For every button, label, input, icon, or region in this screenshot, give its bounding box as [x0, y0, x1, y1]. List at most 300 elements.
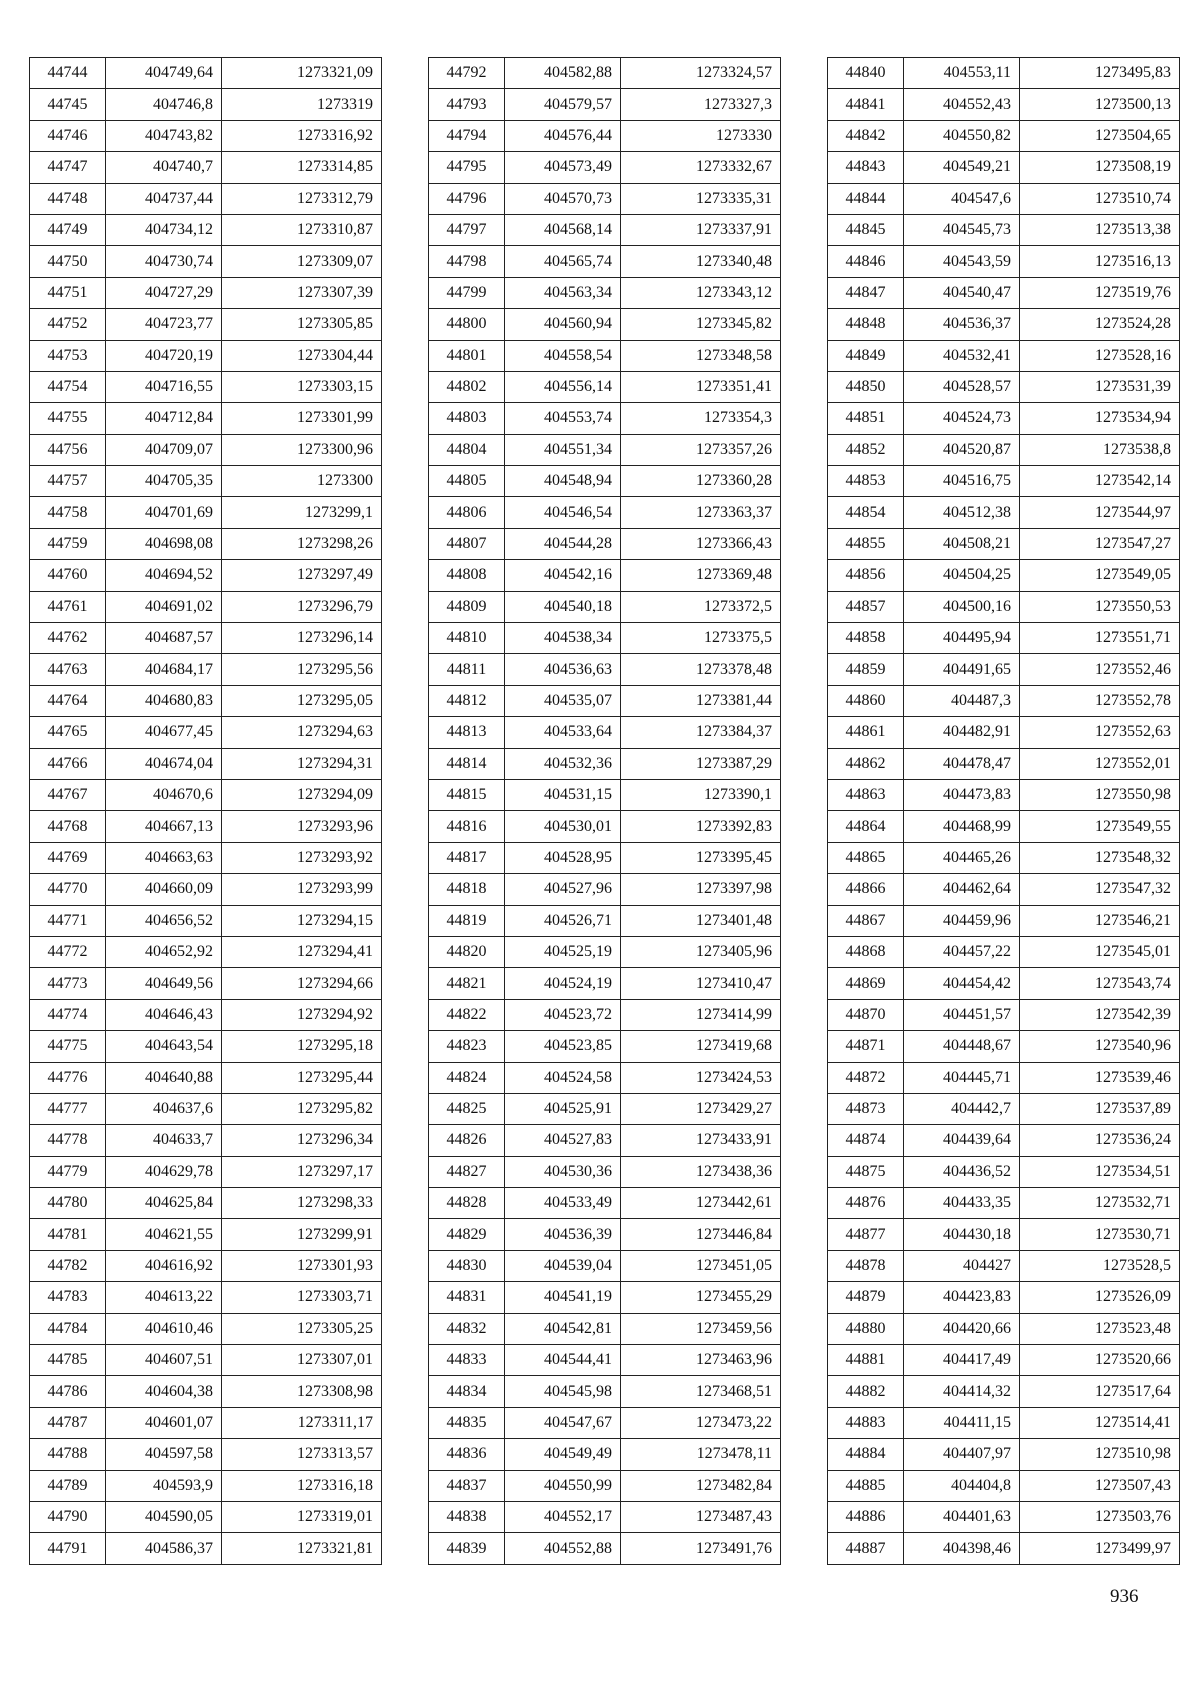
point-number-cell: 44860 [828, 685, 904, 716]
point-number-cell: 44777 [30, 1093, 106, 1124]
table-row [30, 999, 382, 1030]
y-coordinate-cell: 1273387,29 [621, 748, 781, 779]
y-coordinate-cell: 1273523,48 [1020, 1313, 1180, 1344]
x-coordinate-cell: 404540,18 [505, 591, 621, 622]
table-row [30, 1376, 382, 1407]
table-row [30, 779, 382, 810]
point-number-cell: 44802 [429, 371, 505, 402]
point-number-cell: 44819 [429, 905, 505, 936]
y-coordinate-cell: 1273401,48 [621, 905, 781, 936]
point-number-cell: 44780 [30, 1188, 106, 1219]
table-row [828, 560, 1180, 591]
y-coordinate-cell: 1273299,91 [222, 1219, 382, 1250]
x-coordinate-cell: 404586,37 [106, 1533, 222, 1564]
point-number-cell: 44874 [828, 1125, 904, 1156]
table-row [429, 842, 781, 873]
x-coordinate-cell: 404417,49 [904, 1345, 1020, 1376]
point-number-cell: 44804 [429, 434, 505, 465]
point-number-cell: 44754 [30, 371, 106, 402]
x-coordinate-cell: 404570,73 [505, 183, 621, 214]
table-row [828, 58, 1180, 89]
y-coordinate-cell: 1273307,01 [222, 1345, 382, 1376]
x-coordinate-cell: 404579,57 [505, 89, 621, 120]
table-row [30, 89, 382, 120]
point-number-cell: 44791 [30, 1533, 106, 1564]
y-coordinate-cell: 1273552,78 [1020, 685, 1180, 716]
y-coordinate-cell: 1273504,65 [1020, 120, 1180, 151]
x-coordinate-cell: 404545,98 [505, 1376, 621, 1407]
y-coordinate-cell: 1273392,83 [621, 811, 781, 842]
point-number-cell: 44750 [30, 246, 106, 277]
y-coordinate-cell: 1273519,76 [1020, 277, 1180, 308]
point-number-cell: 44887 [828, 1533, 904, 1564]
y-coordinate-cell: 1273321,81 [222, 1533, 382, 1564]
table-row [30, 968, 382, 999]
table-row [429, 654, 781, 685]
point-number-cell: 44757 [30, 466, 106, 497]
y-coordinate-cell: 1273524,28 [1020, 309, 1180, 340]
table-row [429, 1062, 781, 1093]
x-coordinate-cell: 404545,73 [904, 214, 1020, 245]
x-coordinate-cell: 404527,96 [505, 874, 621, 905]
y-coordinate-cell: 1273301,99 [222, 403, 382, 434]
page-number: 936 [1110, 1586, 1139, 1607]
point-number-cell: 44763 [30, 654, 106, 685]
point-number-cell: 44835 [429, 1407, 505, 1438]
table-row [828, 1345, 1180, 1376]
point-number-cell: 44826 [429, 1125, 505, 1156]
x-coordinate-cell: 404433,35 [904, 1188, 1020, 1219]
point-number-cell: 44832 [429, 1313, 505, 1344]
table-row [429, 1313, 781, 1344]
x-coordinate-cell: 404691,02 [106, 591, 222, 622]
x-coordinate-cell: 404560,94 [505, 309, 621, 340]
y-coordinate-cell: 1273363,37 [621, 497, 781, 528]
x-coordinate-cell: 404546,54 [505, 497, 621, 528]
y-coordinate-cell: 1273316,18 [222, 1470, 382, 1501]
table-row [828, 1093, 1180, 1124]
point-number-cell: 44875 [828, 1156, 904, 1187]
table-row [828, 748, 1180, 779]
table-row [828, 1188, 1180, 1219]
x-coordinate-cell: 404698,08 [106, 528, 222, 559]
x-coordinate-cell: 404601,07 [106, 1407, 222, 1438]
point-number-cell: 44810 [429, 623, 505, 654]
point-number-cell: 44794 [429, 120, 505, 151]
x-coordinate-cell: 404730,74 [106, 246, 222, 277]
table-row [828, 1470, 1180, 1501]
x-coordinate-cell: 404597,58 [106, 1439, 222, 1470]
y-coordinate-cell: 1273534,51 [1020, 1156, 1180, 1187]
coordinate-table-body [30, 58, 382, 1565]
table-row [30, 1156, 382, 1187]
y-coordinate-cell: 1273540,96 [1020, 1031, 1180, 1062]
x-coordinate-cell: 404512,38 [904, 497, 1020, 528]
point-number-cell: 44812 [429, 685, 505, 716]
y-coordinate-cell: 1273348,58 [621, 340, 781, 371]
y-coordinate-cell: 1273375,5 [621, 623, 781, 654]
table-row [828, 183, 1180, 214]
x-coordinate-cell: 404454,42 [904, 968, 1020, 999]
point-number-cell: 44808 [429, 560, 505, 591]
x-coordinate-cell: 404544,28 [505, 528, 621, 559]
y-coordinate-cell: 1273304,44 [222, 340, 382, 371]
table-row [30, 246, 382, 277]
table-row [429, 340, 781, 371]
point-number-cell: 44797 [429, 214, 505, 245]
y-coordinate-cell: 1273366,43 [621, 528, 781, 559]
x-coordinate-cell: 404442,7 [904, 1093, 1020, 1124]
point-number-cell: 44789 [30, 1470, 106, 1501]
x-coordinate-cell: 404451,57 [904, 999, 1020, 1030]
point-number-cell: 44755 [30, 403, 106, 434]
point-number-cell: 44758 [30, 497, 106, 528]
point-number-cell: 44806 [429, 497, 505, 528]
x-coordinate-cell: 404457,22 [904, 936, 1020, 967]
point-number-cell: 44768 [30, 811, 106, 842]
y-coordinate-cell: 1273551,71 [1020, 623, 1180, 654]
point-number-cell: 44753 [30, 340, 106, 371]
table-row [828, 246, 1180, 277]
table-row [429, 1219, 781, 1250]
x-coordinate-cell: 404536,37 [904, 309, 1020, 340]
y-coordinate-cell: 1273419,68 [621, 1031, 781, 1062]
y-coordinate-cell: 1273537,89 [1020, 1093, 1180, 1124]
point-number-cell: 44783 [30, 1282, 106, 1313]
x-coordinate-cell: 404473,83 [904, 779, 1020, 810]
y-coordinate-cell: 1273308,98 [222, 1376, 382, 1407]
y-coordinate-cell: 1273542,39 [1020, 999, 1180, 1030]
x-coordinate-cell: 404652,92 [106, 936, 222, 967]
table-row [828, 120, 1180, 151]
y-coordinate-cell: 1273433,91 [621, 1125, 781, 1156]
table-row [30, 842, 382, 873]
x-coordinate-cell: 404740,7 [106, 152, 222, 183]
y-coordinate-cell: 1273424,53 [621, 1062, 781, 1093]
table-row [30, 434, 382, 465]
y-coordinate-cell: 1273296,34 [222, 1125, 382, 1156]
table-row [30, 403, 382, 434]
x-coordinate-cell: 404576,44 [505, 120, 621, 151]
point-number-cell: 44846 [828, 246, 904, 277]
x-coordinate-cell: 404398,46 [904, 1533, 1020, 1564]
point-number-cell: 44762 [30, 623, 106, 654]
y-coordinate-cell: 1273545,01 [1020, 936, 1180, 967]
x-coordinate-cell: 404491,65 [904, 654, 1020, 685]
y-coordinate-cell: 1273293,99 [222, 874, 382, 905]
table-row [30, 1407, 382, 1438]
table-row [828, 403, 1180, 434]
y-coordinate-cell: 1273547,32 [1020, 874, 1180, 905]
y-coordinate-cell: 1273410,47 [621, 968, 781, 999]
point-number-cell: 44785 [30, 1345, 106, 1376]
table-row [30, 277, 382, 308]
x-coordinate-cell: 404544,41 [505, 1345, 621, 1376]
point-number-cell: 44782 [30, 1250, 106, 1281]
point-number-cell: 44852 [828, 434, 904, 465]
x-coordinate-cell: 404550,99 [505, 1470, 621, 1501]
x-coordinate-cell: 404423,83 [904, 1282, 1020, 1313]
point-number-cell: 44820 [429, 936, 505, 967]
table-row [429, 905, 781, 936]
table-row [828, 685, 1180, 716]
point-number-cell: 44767 [30, 779, 106, 810]
point-number-cell: 44855 [828, 528, 904, 559]
y-coordinate-cell: 1273487,43 [621, 1501, 781, 1532]
x-coordinate-cell: 404656,52 [106, 905, 222, 936]
x-coordinate-cell: 404528,57 [904, 371, 1020, 402]
point-number-cell: 44853 [828, 466, 904, 497]
x-coordinate-cell: 404552,88 [505, 1533, 621, 1564]
table-row [429, 434, 781, 465]
table-row [828, 466, 1180, 497]
y-coordinate-cell: 1273538,8 [1020, 434, 1180, 465]
table-row [30, 1470, 382, 1501]
point-number-cell: 44872 [828, 1062, 904, 1093]
y-coordinate-cell: 1273296,79 [222, 591, 382, 622]
x-coordinate-cell: 404551,34 [505, 434, 621, 465]
table-row [828, 340, 1180, 371]
y-coordinate-cell: 1273459,56 [621, 1313, 781, 1344]
point-number-cell: 44748 [30, 183, 106, 214]
x-coordinate-cell: 404465,26 [904, 842, 1020, 873]
point-number-cell: 44827 [429, 1156, 505, 1187]
point-number-cell: 44765 [30, 717, 106, 748]
x-coordinate-cell: 404527,83 [505, 1125, 621, 1156]
point-number-cell: 44868 [828, 936, 904, 967]
point-number-cell: 44775 [30, 1031, 106, 1062]
y-coordinate-cell: 1273337,91 [621, 214, 781, 245]
point-number-cell: 44809 [429, 591, 505, 622]
y-coordinate-cell: 1273295,44 [222, 1062, 382, 1093]
point-number-cell: 44851 [828, 403, 904, 434]
x-coordinate-cell: 404524,58 [505, 1062, 621, 1093]
x-coordinate-cell: 404547,67 [505, 1407, 621, 1438]
table-row [429, 1125, 781, 1156]
y-coordinate-cell: 1273319 [222, 89, 382, 120]
point-number-cell: 44793 [429, 89, 505, 120]
point-number-cell: 44829 [429, 1219, 505, 1250]
table-row [828, 1376, 1180, 1407]
point-number-cell: 44886 [828, 1501, 904, 1532]
y-coordinate-cell: 1273294,31 [222, 748, 382, 779]
table-row [429, 779, 781, 810]
x-coordinate-cell: 404674,04 [106, 748, 222, 779]
table-row [30, 214, 382, 245]
table-row [429, 1250, 781, 1281]
coordinate-table-1 [29, 57, 382, 1565]
table-row [30, 340, 382, 371]
x-coordinate-cell: 404508,21 [904, 528, 1020, 559]
x-coordinate-cell: 404667,13 [106, 811, 222, 842]
table-row [30, 1533, 382, 1564]
table-row [429, 183, 781, 214]
table-row [30, 371, 382, 402]
point-number-cell: 44837 [429, 1470, 505, 1501]
table-row [30, 685, 382, 716]
table-row [828, 1125, 1180, 1156]
x-coordinate-cell: 404552,17 [505, 1501, 621, 1532]
table-row [30, 1031, 382, 1062]
x-coordinate-cell: 404643,54 [106, 1031, 222, 1062]
table-row [429, 1407, 781, 1438]
y-coordinate-cell: 1273539,46 [1020, 1062, 1180, 1093]
y-coordinate-cell: 1273455,29 [621, 1282, 781, 1313]
y-coordinate-cell: 1273397,98 [621, 874, 781, 905]
x-coordinate-cell: 404701,69 [106, 497, 222, 528]
x-coordinate-cell: 404670,6 [106, 779, 222, 810]
x-coordinate-cell: 404549,21 [904, 152, 1020, 183]
x-coordinate-cell: 404607,51 [106, 1345, 222, 1376]
x-coordinate-cell: 404420,66 [904, 1313, 1020, 1344]
x-coordinate-cell: 404495,94 [904, 623, 1020, 654]
x-coordinate-cell: 404604,38 [106, 1376, 222, 1407]
x-coordinate-cell: 404637,6 [106, 1093, 222, 1124]
table-row [30, 1282, 382, 1313]
x-coordinate-cell: 404404,8 [904, 1470, 1020, 1501]
point-number-cell: 44839 [429, 1533, 505, 1564]
point-number-cell: 44849 [828, 340, 904, 371]
y-coordinate-cell: 1273510,74 [1020, 183, 1180, 214]
coordinate-table-body [429, 58, 781, 1565]
y-coordinate-cell: 1273309,07 [222, 246, 382, 277]
y-coordinate-cell: 1273542,14 [1020, 466, 1180, 497]
point-number-cell: 44821 [429, 968, 505, 999]
y-coordinate-cell: 1273516,13 [1020, 246, 1180, 277]
y-coordinate-cell: 1273345,82 [621, 309, 781, 340]
x-coordinate-cell: 404743,82 [106, 120, 222, 151]
point-number-cell: 44805 [429, 466, 505, 497]
coordinate-table-3 [827, 57, 1180, 1565]
table-row [30, 497, 382, 528]
x-coordinate-cell: 404487,3 [904, 685, 1020, 716]
x-coordinate-cell: 404684,17 [106, 654, 222, 685]
table-row [429, 1282, 781, 1313]
x-coordinate-cell: 404536,39 [505, 1219, 621, 1250]
x-coordinate-cell: 404677,45 [106, 717, 222, 748]
point-number-cell: 44863 [828, 779, 904, 810]
point-number-cell: 44770 [30, 874, 106, 905]
table-row [30, 591, 382, 622]
point-number-cell: 44761 [30, 591, 106, 622]
point-number-cell: 44844 [828, 183, 904, 214]
table-row [828, 1439, 1180, 1470]
point-number-cell: 44825 [429, 1093, 505, 1124]
x-coordinate-cell: 404734,12 [106, 214, 222, 245]
table-row [30, 1125, 382, 1156]
y-coordinate-cell: 1273384,37 [621, 717, 781, 748]
point-number-cell: 44842 [828, 120, 904, 151]
table-row [30, 58, 382, 89]
table-row [429, 1470, 781, 1501]
point-number-cell: 44786 [30, 1376, 106, 1407]
table-row [429, 685, 781, 716]
y-coordinate-cell: 1273300 [222, 466, 382, 497]
point-number-cell: 44773 [30, 968, 106, 999]
point-number-cell: 44881 [828, 1345, 904, 1376]
point-number-cell: 44873 [828, 1093, 904, 1124]
x-coordinate-cell: 404687,57 [106, 623, 222, 654]
point-number-cell: 44848 [828, 309, 904, 340]
x-coordinate-cell: 404445,71 [904, 1062, 1020, 1093]
point-number-cell: 44864 [828, 811, 904, 842]
x-coordinate-cell: 404414,32 [904, 1376, 1020, 1407]
x-coordinate-cell: 404590,05 [106, 1501, 222, 1532]
table-row [30, 152, 382, 183]
x-coordinate-cell: 404625,84 [106, 1188, 222, 1219]
y-coordinate-cell: 1273482,84 [621, 1470, 781, 1501]
table-row [828, 1533, 1180, 1564]
y-coordinate-cell: 1273510,98 [1020, 1439, 1180, 1470]
x-coordinate-cell: 404712,84 [106, 403, 222, 434]
table-row [30, 1345, 382, 1376]
y-coordinate-cell: 1273369,48 [621, 560, 781, 591]
table-row [429, 152, 781, 183]
table-row [828, 623, 1180, 654]
x-coordinate-cell: 404737,44 [106, 183, 222, 214]
table-row [429, 999, 781, 1030]
y-coordinate-cell: 1273305,85 [222, 309, 382, 340]
table-row [30, 623, 382, 654]
x-coordinate-cell: 404616,92 [106, 1250, 222, 1281]
x-coordinate-cell: 404542,81 [505, 1313, 621, 1344]
table-row [429, 560, 781, 591]
x-coordinate-cell: 404556,14 [505, 371, 621, 402]
point-number-cell: 44856 [828, 560, 904, 591]
y-coordinate-cell: 1273473,22 [621, 1407, 781, 1438]
table-row [429, 1376, 781, 1407]
x-coordinate-cell: 404720,19 [106, 340, 222, 371]
y-coordinate-cell: 1273530,71 [1020, 1219, 1180, 1250]
x-coordinate-cell: 404640,88 [106, 1062, 222, 1093]
y-coordinate-cell: 1273303,15 [222, 371, 382, 402]
table-row [828, 1156, 1180, 1187]
point-number-cell: 44801 [429, 340, 505, 371]
table-row [828, 371, 1180, 402]
point-number-cell: 44845 [828, 214, 904, 245]
x-coordinate-cell: 404613,22 [106, 1282, 222, 1313]
table-row [828, 497, 1180, 528]
table-row [828, 936, 1180, 967]
table-row [429, 528, 781, 559]
table-row [429, 811, 781, 842]
point-number-cell: 44771 [30, 905, 106, 936]
point-number-cell: 44879 [828, 1282, 904, 1313]
point-number-cell: 44838 [429, 1501, 505, 1532]
x-coordinate-cell: 404548,94 [505, 466, 621, 497]
x-coordinate-cell: 404539,04 [505, 1250, 621, 1281]
table-row [429, 717, 781, 748]
table-row [30, 905, 382, 936]
x-coordinate-cell: 404523,85 [505, 1031, 621, 1062]
x-coordinate-cell: 404553,74 [505, 403, 621, 434]
point-number-cell: 44866 [828, 874, 904, 905]
table-row [828, 1501, 1180, 1532]
point-number-cell: 44882 [828, 1376, 904, 1407]
x-coordinate-cell: 404716,55 [106, 371, 222, 402]
y-coordinate-cell: 1273463,96 [621, 1345, 781, 1376]
y-coordinate-cell: 1273330 [621, 120, 781, 151]
table-row [429, 246, 781, 277]
x-coordinate-cell: 404709,07 [106, 434, 222, 465]
table-row [828, 905, 1180, 936]
y-coordinate-cell: 1273552,01 [1020, 748, 1180, 779]
table-row [429, 309, 781, 340]
table-row [30, 560, 382, 591]
table-row [828, 1282, 1180, 1313]
y-coordinate-cell: 1273543,74 [1020, 968, 1180, 999]
point-number-cell: 44867 [828, 905, 904, 936]
